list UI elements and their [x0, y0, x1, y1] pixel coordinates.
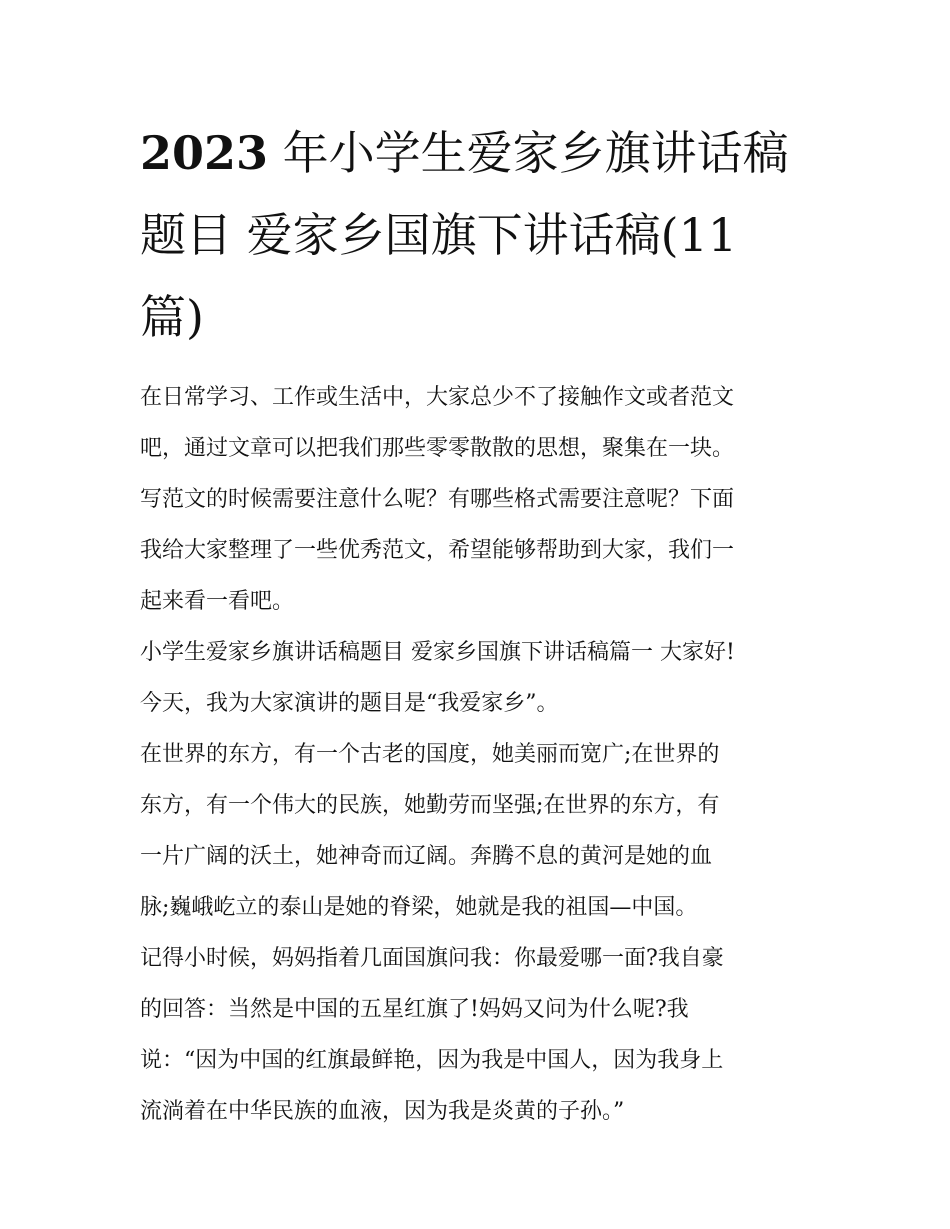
- speech-opening-paragraph: [140, 627, 812, 729]
- text-line: 脉;巍峨屹立的泰山是她的脊梁，她就是我的祖国—中国。: [140, 895, 698, 920]
- text-line: 在世界的东方，有一个古老的国度，她美丽而宽广;在世界的: [140, 742, 720, 767]
- childhood-paragraph: [140, 933, 812, 1137]
- intro-paragraph: [140, 372, 812, 627]
- document-body: [140, 372, 812, 1137]
- text-line: 吧，通过文章可以把我们那些零零散散的思想，聚集在一块。: [140, 436, 735, 461]
- title-line: 题目 爱家乡国旗下讲话稿(11: [140, 208, 738, 262]
- text-line: 我给大家整理了一些优秀范文，希望能够帮助到大家，我们一: [140, 538, 735, 563]
- text-line: 起来看一看吧。: [140, 589, 295, 614]
- text-line: 今天，我为大家演讲的题目是“我爱家乡”。: [140, 691, 559, 716]
- text-line: 小学生爱家乡旗讲话稿题目 爱家乡国旗下讲话稿篇一 大家好!: [140, 640, 735, 665]
- document-title: [140, 112, 812, 358]
- title-year: 2023: [140, 126, 269, 180]
- east-paragraph: [140, 729, 812, 933]
- text-line: 说：“因为中国的红旗最鲜艳，因为我是中国人，因为我身上: [140, 1048, 724, 1073]
- text-line: 写范文的时候需要注意什么呢？有哪些格式需要注意呢？下面: [140, 487, 735, 512]
- text-line: 一片广阔的沃土，她神奇而辽阔。奔腾不息的黄河是她的血: [140, 844, 713, 869]
- text-line: 流淌着在中华民族的血液，因为我是炎黄的子孙。”: [140, 1099, 625, 1124]
- text-line: 在日常学习、工作或生活中，大家总少不了接触作文或者范文: [140, 385, 735, 410]
- document-page: [140, 112, 812, 1137]
- text-line: 记得小时候，妈妈指着几面国旗问我：你最爱哪一面?我自豪: [140, 946, 724, 971]
- title-line: 2023 年小学生爱家乡旗讲话稿: [140, 126, 789, 180]
- text-line: 的回答：当然是中国的五星红旗了!妈妈又问为什么呢?我: [140, 997, 689, 1022]
- title-line: 篇): [140, 290, 204, 344]
- text-line: 东方，有一个伟大的民族，她勤劳而坚强;在世界的东方，有: [140, 793, 720, 818]
